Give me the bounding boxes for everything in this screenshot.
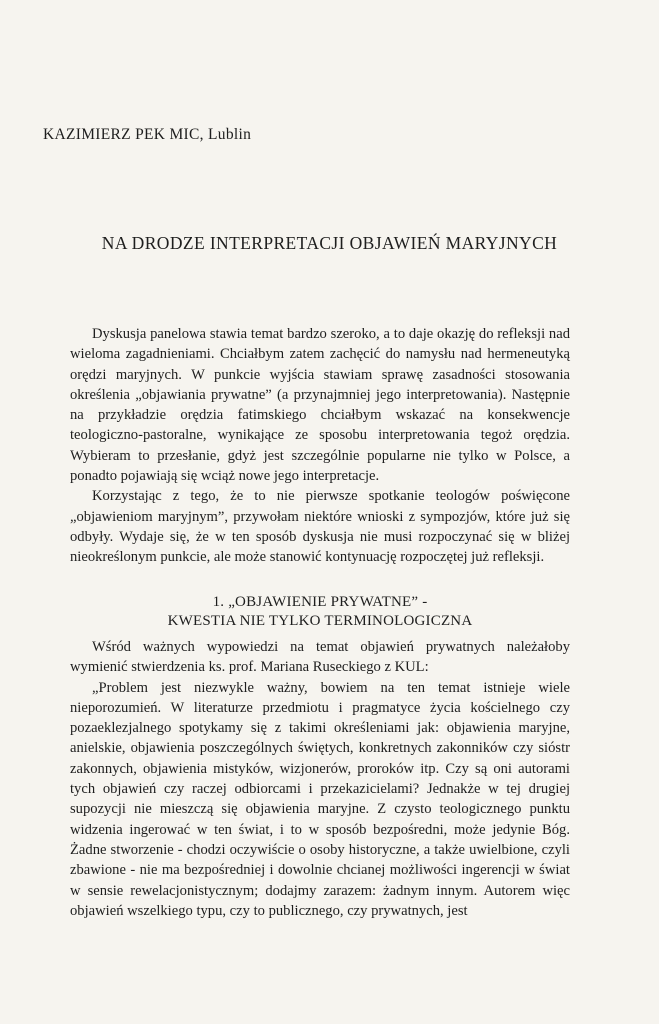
- intro-paragraph-2: Korzystając z tego, że to nie pierwsze spotkanie teologów poświęcone „objawieniom maryjnym”, przywołam niektóre wnioski z sympozjów, które już się odbyły. Wydaje się, że w ten sposób dyskusja nie musi rozpoczynać się w bliżej nieokreślonym punkcie, ale może stanowić kontynuację rozpoczętej już refleksji.: [70, 488, 570, 566]
- article-title: NA DRODZE INTERPRETACJI OBJAWIEŃ MARYJNYCH: [101, 233, 558, 253]
- section-1-heading-line-1: 1. „OBJAWIENIE PRYWATNE” -: [212, 594, 428, 610]
- section-1-body: [70, 637, 570, 921]
- author-line: KAZIMIERZ PEK MIC, Lublin: [43, 126, 252, 143]
- intro-paragraph-1: Dyskusja panelowa stawia temat bardzo szeroko, a to daje okazję do refleksji nad wieloma zagadnieniami. Chciałbym zatem zachęcić do namysłu nad hermeneutyką orędzi maryjnych. W punkcie wyjścia stawiam sprawę zasadności stosowania określenia „objawiania prywatne” (a przynajmniej jego interpretowania). Następnie na przykładzie orędzia fatimskiego chciałbym wskazać na konsekwencje teologiczno-pastoralne, wynikające ze sposobu interpretowania tegoż orędzia. Wybieram to przesłanie, gdyż jest szczególnie popularne nie tylko w Polsce, a ponadto pojawiają się wciąż nowe jego interpretacje.: [70, 326, 570, 485]
- intro-section: [70, 324, 570, 568]
- section-1-paragraph-1: Wśród ważnych wypowiedzi na temat objawień prywatnych należałoby wymienić stwierdzenia ks. prof. Mariana Ruseckiego z KUL:: [70, 639, 570, 676]
- section-1-heading-line-2: KWESTIA NIE TYLKO TERMINOLOGICZNA: [167, 613, 473, 629]
- section-1-quote-paragraph: „Problem jest niezwykle ważny, bowiem na ten temat istnieje wiele nieporozumień. W literaturze przedmiotu i pragmatyce życia kościelnego czy pozaeklezjalnego spotykamy się z takimi określeniami jak: objawienia maryjne, anielskie, objawienia poszczególnych świętych, konkretnych zakonników czy sióstr zakonnych, objawienia mistyków, wizjonerów, proroków itp. Czy są oni autorami tych objawień czy raczej odbiorcami i przekazicielami? Jednakże w tej drugiej supozycji nie mieszczą się objawienia maryjne. Z czysto teologicznego punktu widzenia ingerować w ten świat, i to w sposób bezpośredni, może jedynie Bóg. Żadne stworzenie - chodzi oczywiście o osoby historyczne, a także uwielbione, czyli zbawione - nie ma bezpośredniej i dowolnie chcianej możliwości ingerencji w świat w sensie rewelacjonistycznym; dodajmy zarazem: żadnym innym. Autorem więc objawień wszelkiego typu, czy to publicznego, czy prywatnych, jest: [70, 679, 570, 919]
- section-1-heading: [60, 593, 580, 631]
